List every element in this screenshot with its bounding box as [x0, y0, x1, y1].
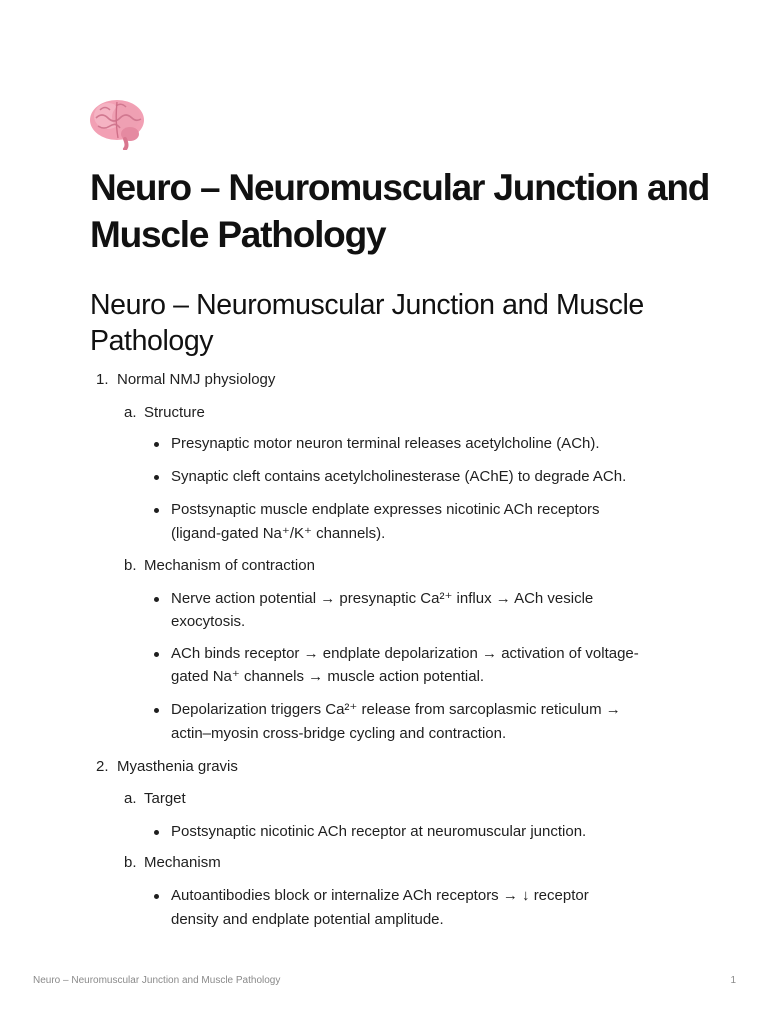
bullet-text-line: Postsynaptic muscle endplate expresses nicotinic ACh receptors: [171, 501, 600, 518]
list-item: [96, 368, 276, 392]
bullet-icon: [154, 475, 159, 480]
bullet-text-line: gated Na⁺ channels → muscle action potential.: [171, 668, 485, 685]
bullet-text-line: Nerve action potential → presynaptic Ca²⁺ influx → ACh vesicle: [171, 590, 594, 607]
page-title: Neuro – Neuromuscular Junction and Muscle Pathology: [90, 167, 710, 255]
sub-list-marker: a.: [124, 790, 137, 807]
list-marker: 2.: [96, 758, 109, 775]
bullet-icon: [154, 508, 159, 513]
bullet-text-line: density and endplate potential amplitude.: [171, 911, 444, 928]
sub-list-item: [124, 851, 221, 875]
sub-list-item-label: Target: [144, 790, 186, 807]
bullet-text: Presynaptic motor neuron terminal releases acetylcholine (ACh).: [171, 435, 600, 452]
sub-list-item-label: Mechanism: [144, 854, 221, 871]
bullet-text-line: Depolarization triggers Ca²⁺ release from sarcoplasmic reticulum →: [171, 701, 621, 718]
sub-list-marker: a.: [124, 404, 137, 421]
sub-list-item-label: Structure: [144, 404, 205, 421]
bullet-icon: [154, 442, 159, 447]
bullet-text-line: Autoantibodies block or internalize ACh receptors → ↓ receptor: [171, 887, 589, 904]
page-number: 1: [730, 975, 736, 986]
list-marker: 1.: [96, 371, 109, 388]
list-item-label: Normal NMJ physiology: [117, 371, 276, 388]
bullet-text-line: (ligand-gated Na⁺/K⁺ channels).: [171, 525, 386, 542]
brain-icon: [88, 98, 146, 150]
bullet-icon: [154, 830, 159, 835]
bullet-text: Synaptic cleft contains acetylcholinesterase (AChE) to degrade ACh.: [171, 468, 627, 485]
bullet-icon: [154, 894, 159, 899]
bullet-text-line: exocytosis.: [171, 613, 246, 630]
list-item-label: Myasthenia gravis: [117, 758, 238, 775]
sub-list-item: [124, 787, 186, 811]
sub-list-item-label: Mechanism of contraction: [144, 557, 315, 574]
bullet-text: Postsynaptic nicotinic ACh receptor at neuromuscular junction.: [171, 823, 587, 840]
bullet-text-line: actin–myosin cross-bridge cycling and contraction.: [171, 725, 507, 742]
section-heading: Neuro – Neuromuscular Junction and Muscle Pathology: [90, 289, 644, 357]
bullet-icon: [154, 652, 159, 657]
bullet-icon: [154, 708, 159, 713]
list-item: [96, 755, 238, 779]
bullet-text-line: ACh binds receptor → endplate depolarization → activation of voltage-: [171, 645, 639, 662]
sub-list-marker: b.: [124, 854, 137, 871]
sub-list-item: [124, 401, 205, 425]
bullet-icon: [154, 597, 159, 602]
footer-title: Neuro – Neuromuscular Junction and Muscle Pathology: [33, 975, 281, 986]
sub-list-item: [124, 554, 315, 578]
sub-list-marker: b.: [124, 557, 137, 574]
